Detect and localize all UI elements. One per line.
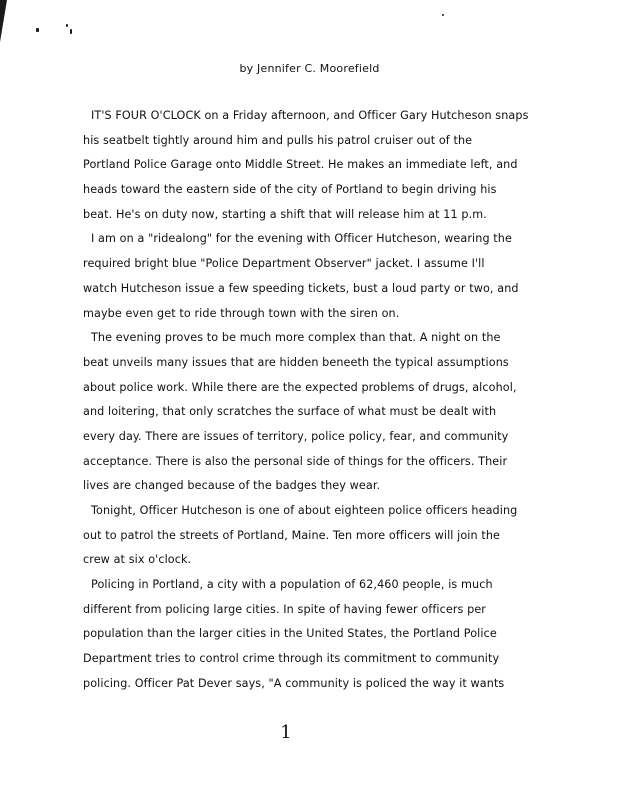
text-line: policing. Officer Pat Dever says, "A community is policed the way it wants [83, 676, 505, 690]
text-line: I am on a "ridealong" for the evening with Officer Hutcheson, wearing the [91, 232, 512, 246]
text-line: Portland Police Garage onto Middle Street. He makes an immediate left, and [83, 158, 518, 172]
text-line: lives are changed because of the badges they wear. [83, 479, 381, 493]
scan-corner-mark [0, 0, 7, 42]
text-line: every day. There are issues of territory, police policy, fear, and community [83, 429, 509, 443]
text-line: The evening proves to be much more complex than that. A night on the [91, 331, 501, 345]
text-line: Department tries to control crime through its commitment to community [83, 652, 500, 666]
text-line: beat unveils many issues that are hidden beneeth the typical assumptions [83, 355, 509, 369]
paragraph [83, 104, 529, 227]
text-line: and loitering, that only scratches the surface of what must be dealt with [83, 405, 497, 419]
text-line: his seatbelt tightly around him and pulls his patrol cruiser out of the [83, 133, 473, 147]
text-line: required bright blue "Police Department Observer" jacket. I assume I'll [83, 257, 485, 271]
paragraph [83, 499, 523, 573]
paragraph [83, 573, 523, 696]
text-line: acceptance. There is also the personal side of things for the officers. Their [83, 454, 508, 468]
text-line: population than the larger cities in the United States, the Portland Police [83, 627, 497, 641]
text-line: Policing in Portland, a city with a population of 62,460 people, is much [91, 578, 493, 592]
text-line: Tonight, Officer Hutcheson is one of about eighteen police officers heading [91, 504, 518, 517]
text-line: out to patrol the streets of Portland, Maine. Ten more officers will join the [83, 528, 501, 542]
text-line: crew at six o'clock. [83, 553, 192, 567]
scan-speck [70, 29, 72, 34]
text-line: IT'S FOUR O'CLOCK on a Friday afternoon, and Officer Gary Hutcheson snaps [91, 109, 529, 122]
scan-speck [442, 14, 444, 16]
paragraph [83, 227, 523, 326]
text-line: different from policing large cities. In spite of having fewer officers per [83, 602, 486, 616]
scan-speck [36, 28, 39, 32]
text-line: beat. He's on duty now, starting a shift that will release him at 11 p.m. [83, 207, 487, 221]
byline: by Jennifer C. Moorefield [239, 62, 380, 75]
text-line: watch Hutcheson issue a few speeding tickets, bust a loud party or two, and [83, 281, 519, 295]
text-line: about police work. While there are the expected problems of drugs, alcohol, [83, 380, 517, 394]
paragraph [83, 326, 523, 499]
text-line: heads toward the eastern side of the city of Portland to begin driving his [83, 183, 497, 197]
page-number: 1 [280, 722, 292, 743]
text-line: maybe even get to ride through town with the siren on. [83, 306, 400, 320]
scan-speck [66, 24, 68, 27]
article-body [83, 104, 529, 697]
